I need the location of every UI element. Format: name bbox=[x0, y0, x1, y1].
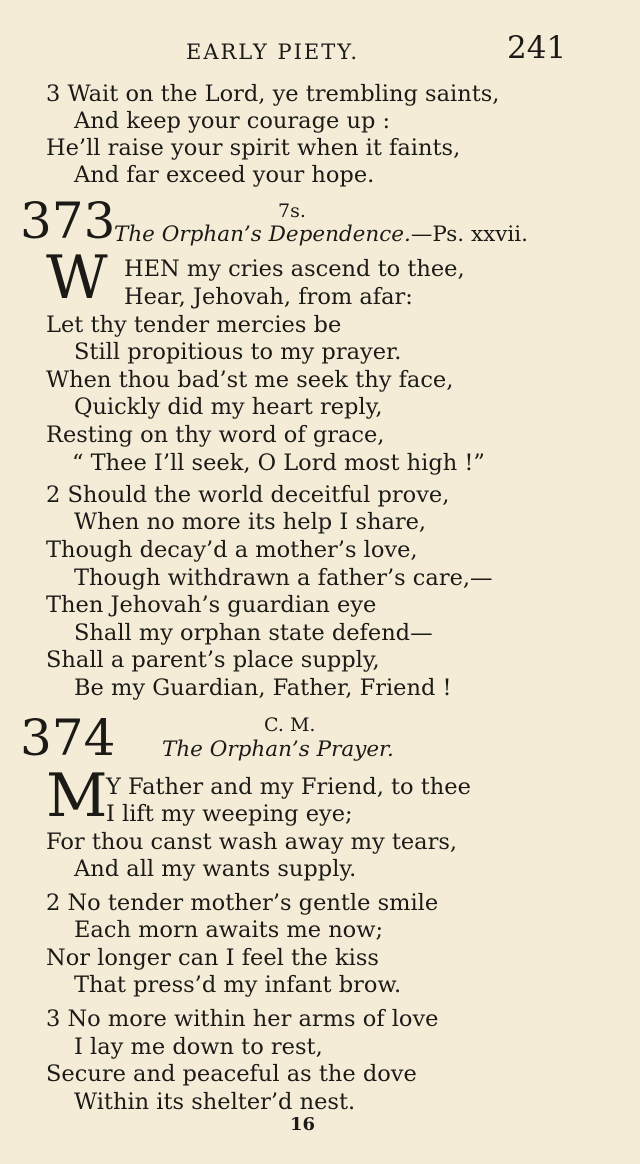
verse-line: When no more its help I share, bbox=[74, 509, 427, 535]
verse-line: When thou bad’st me seek thy face, bbox=[46, 367, 454, 393]
scripture-reference: —Ps. xxvii. bbox=[410, 222, 528, 247]
running-title: EARLY PIETY. bbox=[186, 40, 360, 64]
verse-line: I lay me down to rest, bbox=[74, 1034, 323, 1060]
verse-line: And far exceed your hope. bbox=[74, 162, 375, 188]
verse-line: Each morn awaits me now; bbox=[74, 917, 384, 943]
hymn-number: 374 bbox=[20, 709, 116, 767]
verse-line: Hear, Jehovah, from afar: bbox=[124, 284, 413, 310]
hymn-title bbox=[162, 737, 394, 763]
verse-line: Nor longer can I feel the kiss bbox=[46, 945, 379, 971]
hymn-meter: C. M. bbox=[264, 714, 316, 736]
verse-line: Within its shelter’d nest. bbox=[74, 1089, 356, 1115]
verse-line: I lift my weeping eye; bbox=[106, 801, 353, 827]
page-number: 241 bbox=[507, 30, 567, 66]
hymn-meter: 7s. bbox=[278, 200, 306, 222]
hymn-title-text: The Orphan’s Prayer. bbox=[162, 737, 394, 762]
verse-line: Then Jehovah’s guardian eye bbox=[46, 592, 377, 618]
verse-line: Y Father and my Friend, to thee bbox=[106, 774, 471, 800]
verse-line: 3 Wait on the Lord, ye trembling saints, bbox=[46, 81, 500, 107]
verse-line: 3 No more within her arms of love bbox=[46, 1006, 439, 1032]
verse-line: Let thy tender mercies be bbox=[46, 312, 342, 338]
page-header bbox=[0, 30, 640, 70]
verse-line: And keep your courage up : bbox=[74, 108, 391, 134]
hymn-title-text: The Orphan’s Dependence. bbox=[114, 222, 411, 247]
verse-line: Secure and peaceful as the dove bbox=[46, 1061, 417, 1087]
verse-line: He’ll raise your spirit when it faints, bbox=[46, 135, 461, 161]
signature-mark: 16 bbox=[290, 1114, 316, 1135]
verse-line: That press’d my infant brow. bbox=[74, 972, 402, 998]
verse-line: HEN my cries ascend to thee, bbox=[124, 256, 465, 282]
verse-line: Shall my orphan state defend— bbox=[74, 620, 433, 646]
verse-line: Still propitious to my prayer. bbox=[74, 339, 402, 365]
hymn-number: 373 bbox=[20, 192, 116, 250]
drop-cap: W bbox=[46, 243, 108, 313]
verse-line: Resting on thy word of grace, bbox=[46, 422, 385, 448]
drop-cap: M bbox=[46, 761, 108, 831]
verse-line: Quickly did my heart reply, bbox=[74, 394, 383, 420]
hymn-title bbox=[114, 222, 528, 248]
verse-line: Be my Guardian, Father, Friend ! bbox=[74, 675, 452, 701]
verse-line: 2 Should the world deceitful prove, bbox=[46, 482, 450, 508]
verse-line: For thou canst wash away my tears, bbox=[46, 829, 458, 855]
verse-line: Though withdrawn a father’s care,— bbox=[74, 565, 493, 591]
verse-line: And all my wants supply. bbox=[74, 856, 357, 882]
verse-line: “ Thee I’ll seek, O Lord most high !” bbox=[72, 450, 485, 476]
verse-line: 2 No tender mother’s gentle smile bbox=[46, 890, 439, 916]
verse-line: Shall a parent’s place supply, bbox=[46, 647, 380, 673]
verse-line: Though decay’d a mother’s love, bbox=[46, 537, 418, 563]
